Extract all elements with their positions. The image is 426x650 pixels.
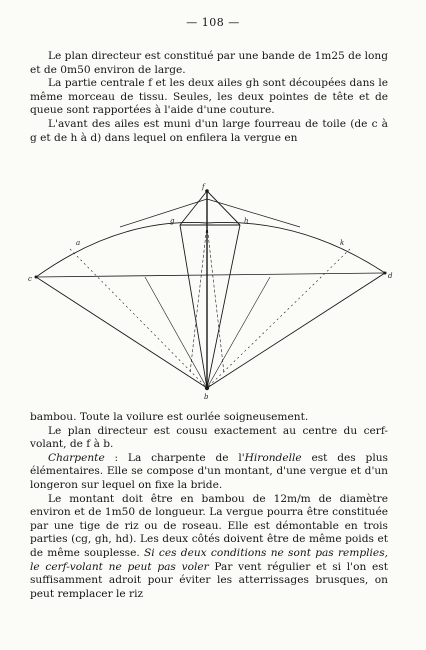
montant-condition: Si ces deux conditions ne sont pas remplies, le cerf-volant ne peut pas voler bbox=[30, 546, 388, 573]
paragraph-montant bbox=[30, 493, 388, 602]
page-number: — 108 — bbox=[186, 16, 240, 29]
label-b: b bbox=[204, 393, 209, 401]
paragraph-bambou: bambou. Toute la voilure est ourlée soigneusement. bbox=[30, 411, 309, 423]
charpente-text-a: : La charpente de l' bbox=[104, 451, 245, 464]
paragraph-avant-ailes: L'avant des ailes est muni d'un large fourreau de toile (de c à g et de h à d) dans lequel on enfilera la vergue en bbox=[30, 117, 388, 144]
montant-text-a: Le montant doit être en bambou de 12m/m de diamètre environ et de 1m50 de longueur. La vergue pourra être constituée par une tige de riz ou de roseau. Elle est démontable en trois parties (cg, gh, hd). Les deux côtés doivent être de même poids et de même souplesse. bbox=[30, 492, 388, 559]
paragraph-plan-directeur: Le plan directeur est constitué par une bande de 1m25 de long et de 0m50 environ de large. bbox=[30, 50, 388, 76]
hirondelle-name: Hirondelle bbox=[244, 451, 302, 464]
label-a: a bbox=[76, 239, 81, 247]
label-c: c bbox=[28, 275, 32, 283]
head-left bbox=[180, 191, 207, 225]
label-d: d bbox=[388, 272, 393, 280]
kite-diagram bbox=[0, 183, 426, 405]
paragraph-partie-centrale: La partie centrale f et les deux ailes gh sont découpées dans le même morceau de tissu. Seules, les deux pointes de tête et de queue sont rapportées à l'aide d'une couture. bbox=[30, 77, 388, 117]
text-block-bottom bbox=[30, 411, 388, 601]
center-chord bbox=[36, 273, 385, 277]
vergue-curve bbox=[36, 222, 385, 277]
charpente-label: Charpente bbox=[48, 451, 105, 464]
left-lower-edge bbox=[36, 277, 207, 388]
label-f: f bbox=[202, 183, 205, 191]
label-h: h bbox=[244, 217, 249, 225]
panel-right bbox=[207, 225, 240, 388]
text-block-top bbox=[30, 50, 388, 145]
montant-text-b: Par vent régulier et si l'on est suffisamment adroit pour éviter les atterrissages brusques, on peut remplacer le riz bbox=[30, 560, 388, 600]
charpente-text-b: est des plus élémentaires. Elle se compose d'un montant, d'une vergue et d'un longeron sur lequel on fixe la bride. bbox=[30, 451, 388, 491]
paragraph-charpente bbox=[30, 452, 388, 493]
paragraph-plan-cousu: Le plan directeur est cousu exactement au centre du cerf-volant, de f à b. bbox=[30, 424, 388, 451]
label-g: g bbox=[170, 217, 175, 225]
label-k: k bbox=[340, 239, 345, 247]
right-lower-edge bbox=[207, 273, 385, 388]
head-right bbox=[207, 191, 240, 225]
